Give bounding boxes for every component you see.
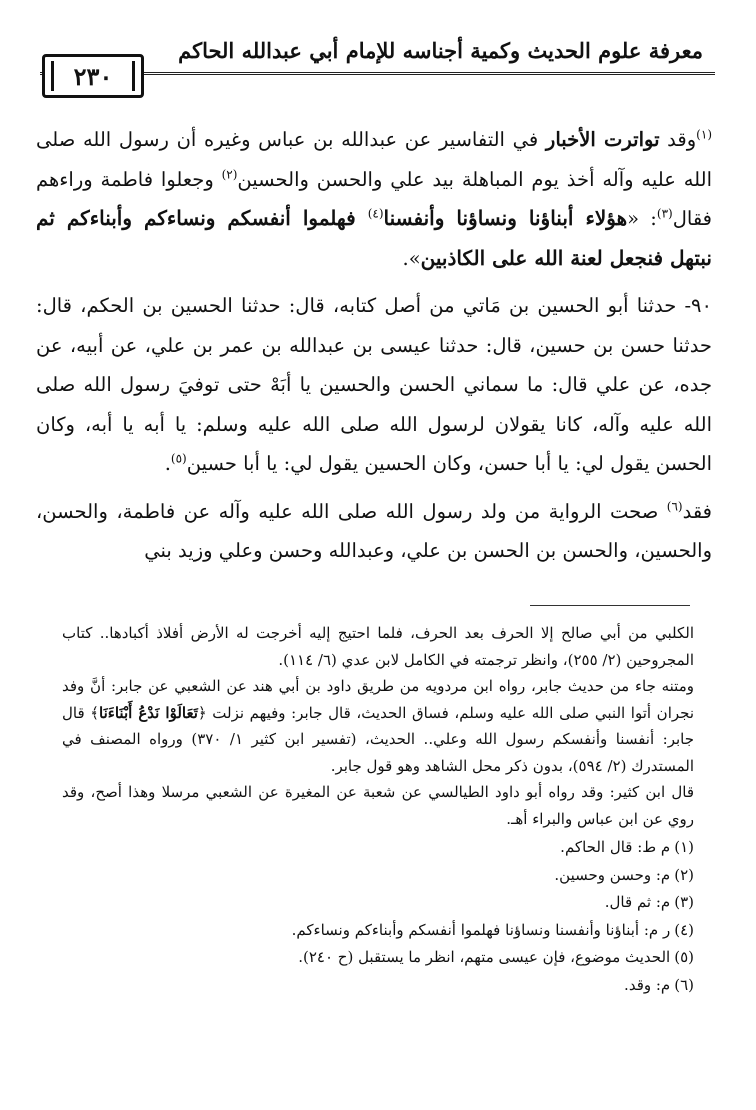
footnote-ref-1[interactable]: (١) bbox=[696, 127, 712, 142]
running-title: معرفة علوم الحديث وكمية أجناسه للإمام أبي عبدالله الحاكم bbox=[178, 38, 703, 63]
footnote-number: (١) bbox=[674, 838, 694, 856]
footnote-separator bbox=[530, 605, 690, 606]
footnote-item: (٢)م: وحسن وحسين. bbox=[62, 862, 694, 890]
page-number: ٢٣٠ bbox=[42, 54, 144, 98]
footnote-number: (٤) bbox=[674, 920, 694, 939]
footnote-ref-2[interactable]: (٢) bbox=[221, 167, 238, 181]
footnote-number: (٣) bbox=[674, 893, 694, 911]
footnote-item: (٤)ر م: أبناؤنا وأنفسنا ونساؤنا فهلموا أنفسكم وأبناءكم ونساءكم. bbox=[62, 917, 694, 945]
paragraph-mubahala: $^{(١)}$وقد تواترت الأخبار في التفاسير عن عبدالله بن عباس وغيره أن رسول الله صلى الله عليه وآله أخذ يوم المباهلة بيد علي والحسن والحسين$^{(٢)}$ وجعلوا فاطمة وراءهم فقال$^{(٣)}$: «هؤلاء أبناؤنا ونساؤنا وأنفسنا$^{(٤)}$ فهلموا أنفسكم ونساءكم وأبناءكم ثم نبتهل فنجعل لعنة الله على الكاذبين». bbox=[36, 127, 712, 270]
footnote-list bbox=[62, 834, 694, 999]
main-text bbox=[36, 120, 712, 579]
footnote-ref-3[interactable]: (٣) bbox=[656, 206, 673, 221]
bold-phrase: تواترت الأخبار bbox=[545, 128, 660, 151]
footnote-number: (٦) bbox=[674, 975, 694, 994]
paragraph-hadith-90: ٩٠- حدثنا أبو الحسين بن مَاتي من أصل كتابه، قال: حدثنا الحسين بن الحكم، قال: حدثنا حسن بن حسين، قال: حدثنا عيسى بن عبدالله بن عمر بن علي، عن أبيه، عن جده، عن علي قال: ما سماني الحسن والحسين يا أبَهْ حتى توفيَ رسول الله صلى الله عليه وآله، كانا يقولان لرسول الله صلى الله عليه وسلم: يا أبه يا أبه، وكان الحسن يقول لي: يا أبا حسن، وكان الحسين يقول لي: يا أبا حسين$^{(٥)}$. bbox=[36, 294, 712, 475]
quoted-verse-part-2: فهلموا أنفسكم ونساءكم وأبناءكم ثم نبتهل فنجعل لعنة الله على الكاذبين bbox=[36, 206, 712, 270]
footnote-number: (٢) bbox=[674, 865, 694, 884]
footnote-number: (٥) bbox=[674, 948, 694, 966]
footnotes bbox=[62, 620, 694, 999]
quoted-verse-part-1: هؤلاء أبناؤنا ونساؤنا وأنفسنا bbox=[383, 206, 628, 230]
footnote-item: (٣)م: ثم قال. bbox=[62, 889, 694, 917]
footnote-item: (٥)الحديث موضوع، فإن عيسى متهم، انظر ما يستقبل (ح ٢٤٠). bbox=[62, 944, 694, 972]
footnote-item: (٦)م: وقد. bbox=[62, 972, 694, 1000]
footnote-ref-6[interactable]: (٦) bbox=[666, 499, 683, 513]
quran-quote: تَعَالَوْا نَدْعُ أَبْنَاءَنَا bbox=[99, 703, 198, 722]
footnote-item: (١)م ط: قال الحاكم. bbox=[62, 834, 694, 862]
footnote-ibn-kathir: قال ابن كثير: وقد رواه أبو داود الطيالسي عن شعبة عن المغيرة عن الشعبي مرسلا وهذا أصح، وقد روي عن ابن عباس والبراء أهـ. bbox=[62, 783, 694, 828]
page-header bbox=[40, 36, 715, 96]
footnote-jabir-narration: ومتنه جاء من حديث جابر، رواه ابن مردويه من طريق داود بن أبي هند عن الشعبي عن جابر: أنَّ وفد نجران أتوا النبي صلى الله عليه وسلم، فساق الحديث، قال جابر: وفيهم نزلت ﴿تَعَالَوْا نَدْعُ أَبْنَاءَنَا﴾ قال جابر: أنفسنا وأنفسكم رسول الله وعلي.. الحديث، (تفسير ابن كثير ١/ ٣٧٠) ورواه المصنف في المستدرك (٢/ ٥٩٤)، بدون ذكر محل الشاهد وهو قول جابر. bbox=[62, 677, 694, 775]
paragraph-riwaya: فقد$^{(٦)}$ صحت الرواية من ولد رسول الله صلى الله عليه وآله عن فاطمة، والحسن، والحسين، والحسن بن الحسن بن علي، وعبدالله وحسن وعلي وزيد بني bbox=[36, 499, 712, 562]
footnote-continuation: الكلبي من أبي صالح إلا الحرف بعد الحرف، فلما احتيج إليه أخرجت له الأرض أفلاذ أكبادها.. كتاب المجروحين (٢/ ٢٥٥)، وانظر ترجمته في الكامل لابن عدي (٦/ ١١٤). bbox=[62, 624, 694, 669]
footnote-ref-4[interactable]: (٤) bbox=[367, 206, 384, 221]
footnote-ref-5[interactable]: (٥) bbox=[170, 451, 187, 466]
